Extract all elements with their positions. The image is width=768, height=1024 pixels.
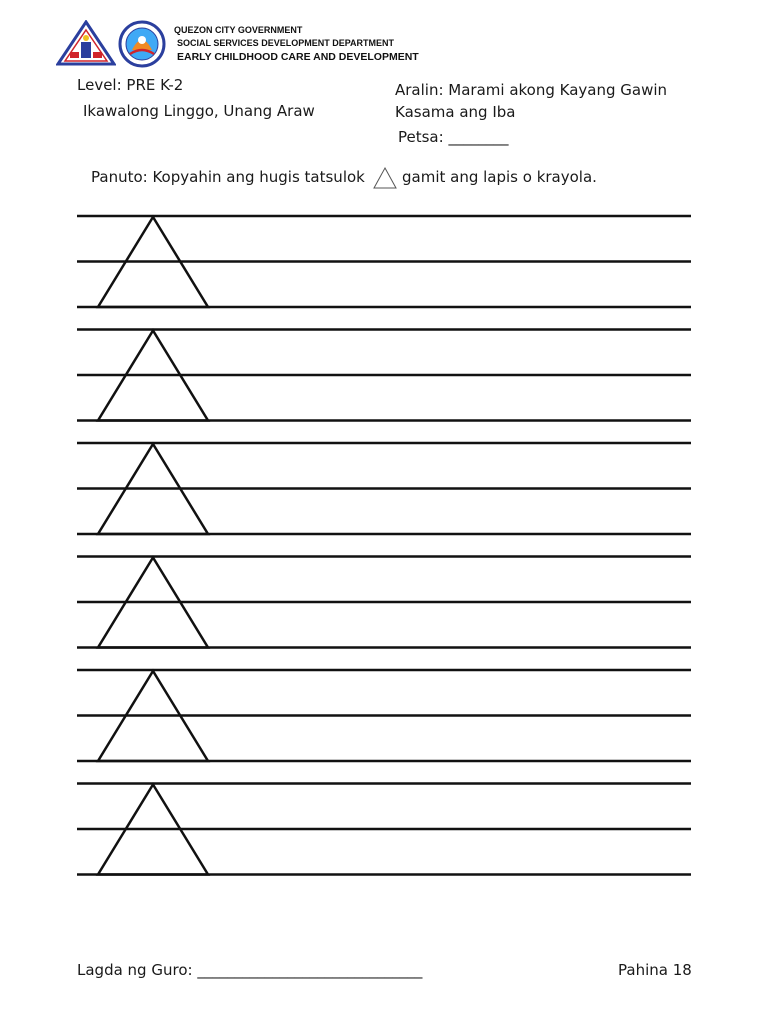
aralin-label: Aralin: Marami akong Kayang Gawin xyxy=(395,81,668,99)
department-name: SOCIAL SERVICES DEVELOPMENT DEPARTMENT xyxy=(177,38,395,48)
week-day-label: Ikawalong Linggo, Unang Araw xyxy=(83,102,315,120)
page-number: Pahina 18 xyxy=(618,961,692,979)
instructions-text: Panuto: Kopyahin ang hugis tatsulok xyxy=(91,168,365,186)
aralin-label-continued: Kasama ang Iba xyxy=(395,103,516,121)
petsa-field: Petsa: ________ xyxy=(398,128,509,146)
org-name: QUEZON CITY GOVERNMENT xyxy=(174,25,303,35)
program-name: EARLY CHILDHOOD CARE AND DEVELOPMENT xyxy=(177,51,419,63)
teacher-signature-field: Lagda ng Guro: ______________________________ xyxy=(77,961,423,979)
instructions-text-continued: gamit ang lapis o krayola. xyxy=(402,168,597,186)
level-label: Level: PRE K-2 xyxy=(77,76,184,94)
